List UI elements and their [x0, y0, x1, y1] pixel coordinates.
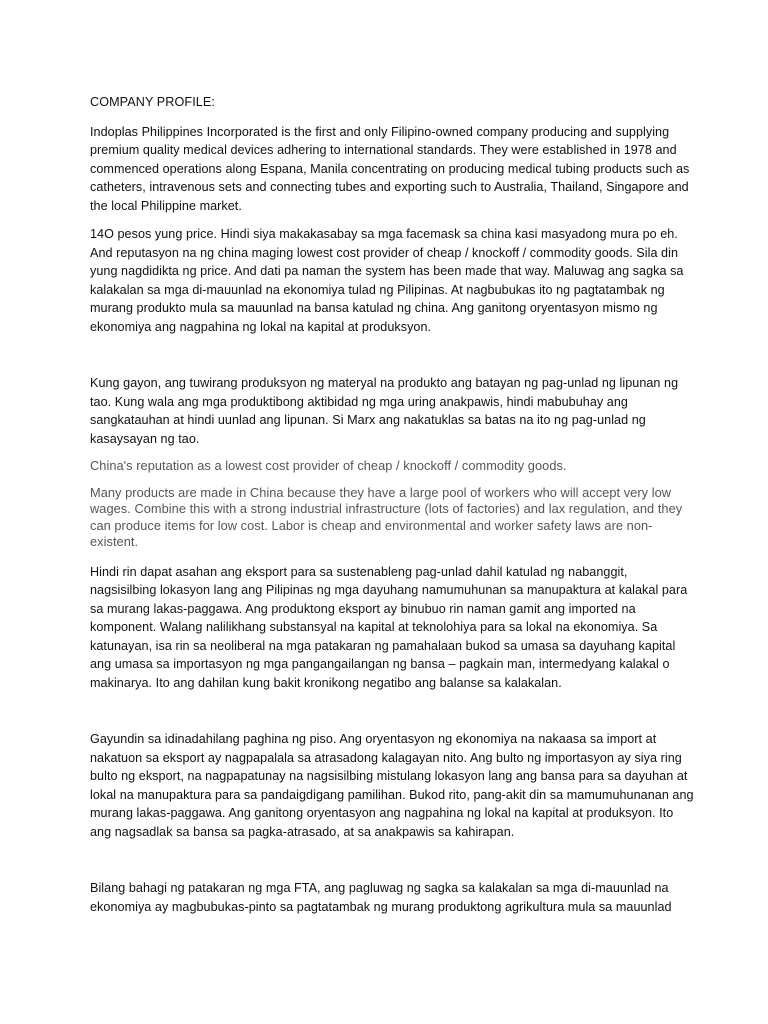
- spacer: [90, 215, 695, 225]
- peso-paragraph: Gayundin sa idinadahilang paghina ng piso. Ang oryentasyon ng ekonomiya na nakaasa sa import at nakatuon sa eksport ay nagpapalala sa atrasadong kalagayan nito. Ang bulto ng importasyon ay siya ring bulto ng eksport, na nagpapatunay na nagsisilbing mistulang lokasyon lang ang bansa para sa dayuhan at lokal na manupaktura para sa pandaigdigang pamilihan. Bukod rito, pang-akit din sa mamumuhunanan ang murang lakas-paggawa. Ang ganitong oryentasyon ang nagpahina ng lokal na kapital at produksyon. Ito ang nagsadlak sa bansa sa pagka-atrasado, at sa anakpawis sa kahirapan.: [90, 732, 694, 839]
- spacer: [90, 475, 695, 485]
- spacer: [90, 448, 695, 458]
- china-products-paragraph: Many products are made in China because they have a large pool of workers who will accept very low wages. Combine this with a strong industrial infrastructure (lots of factories) and lax regulation, and they can produce items for low cost. Labor is cheap and environmental and worker safety laws are non-existent.: [90, 484, 683, 549]
- spacer: [90, 551, 695, 563]
- export-paragraph: Hindi rin dapat asahan ang eksport para sa sustenableng pag-unlad dahil katulad ng nabanggit, nagsisilbing lokasyon lang ang Pilipinas ng mga dayuhang namumuhunan sa manupaktura at kalakal para sa murang lakas-paggawa. Ang produktong eksport ay binubuo rin naman gamit ang imported na komponent. Walang nalilikhang substansyal na kapital at teknolohiya para sa lokal na ekonomiya. Sa katunayan, isa rin sa neoliberal na mga patakaran ng pamahalaan bukod sa umasa sa dayuhang kapital ang umasa sa importasyon ng mga pangangailangan ng bansa – pagkain man, intermedyang kalakal o makinarya. Ito ang dahilan kung bakit kronikong negatibo ang balanse sa kalakalan.: [90, 564, 688, 690]
- spacer: [90, 692, 695, 730]
- china-reputation-line: China's reputation as a lowest cost provider of cheap / knockoff / commodity goods.: [90, 458, 567, 473]
- fta-paragraph: Bilang bahagi ng patakaran ng mga FTA, ang pagluwag ng sagka sa kalakalan sa mga di-mauunlad na ekonomiya ay magbubukas-pinto sa pagtatambak ng murang produktong agrikultura mula sa mauunlad: [90, 881, 672, 914]
- company-profile-heading: COMPANY PROFILE:: [90, 95, 215, 109]
- production-paragraph: Kung gayon, ang tuwirang produksyon ng materyal na produkto ang batayan ng pag-unlad ng lipunan ng tao. Kung wala ang mga produktibong aktibidad ng mga uring anakpawis, hindi mabubuhay ang sangkatauhan at hindi uunlad ang lipunan. Si Marx ang nakatuklas sa batas na ito ng pag-unlad ng kasaysayan ng tao.: [90, 376, 679, 446]
- document-page: [90, 93, 695, 916]
- spacer: [90, 841, 695, 879]
- spacer: [90, 336, 695, 374]
- price-paragraph: 14O pesos yung price. Hindi siya makakasabay sa mga facemask sa china kasi masyadong mura po eh. And reputasyon na ng china maging lowest cost provider of cheap / knockoff / commodity goods. Sila din yung nagdidikta ng price. And dati pa naman the system has been made that way. Maluwag ang sagka sa kalakalan sa mga di-mauunlad na ekonomiya tulad ng Pilipinas. At nagbubukas ito ng pagtatambak ng murang produkto mula sa mauunlad na bansa katulad ng china. Ang ganitong oryentasyon mismo ng ekonomiya ang nagpahina ng lokal na kapital at produksyon.: [90, 227, 684, 334]
- company-profile-paragraph: Indoplas Philippines Incorporated is the first and only Filipino-owned company producing and supplying premium quality medical devices adhering to international standards. They were established in 1978 and commenced operations along Espana, Manila concentrating on producing medical tubing products such as catheters, intravenous sets and connecting tubes and exporting such to Australia, Thailand, Singapore and the local Philippine market.: [90, 124, 690, 213]
